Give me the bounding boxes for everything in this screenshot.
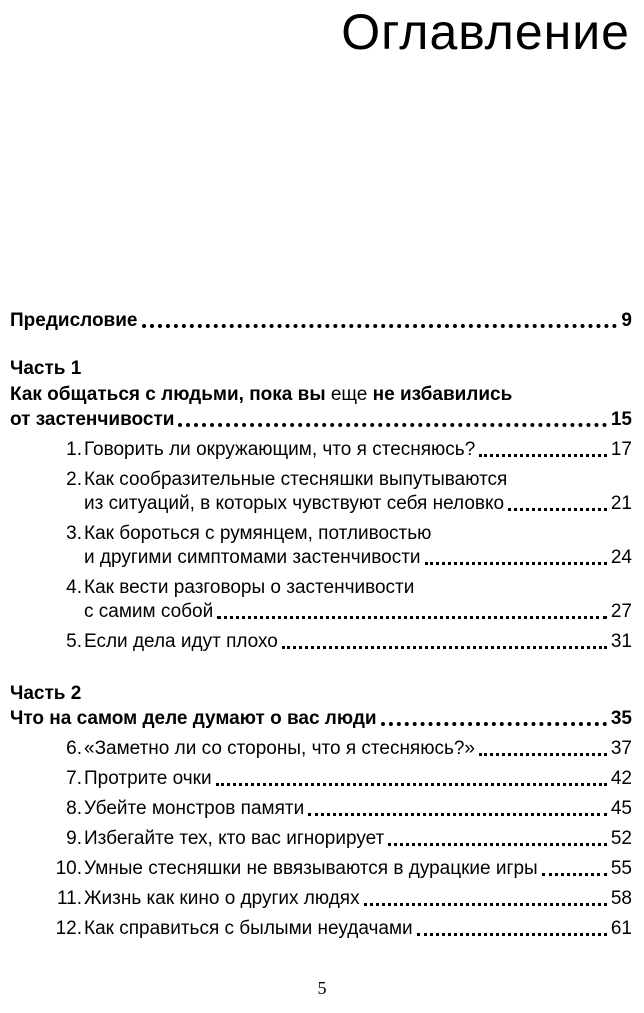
toc-entry-chapter-1[interactable]	[10, 438, 632, 462]
toc-page-number: 31	[610, 631, 632, 652]
toc-page-number: 55	[610, 858, 632, 879]
toc-entry-label: Как справиться с былыми неудачами	[84, 918, 413, 939]
toc-page-number: 52	[610, 828, 632, 849]
leader-dots	[479, 453, 607, 457]
toc-entry-label: Умные стесняшки не ввязываются в дурацкие игры	[84, 858, 538, 879]
leader-dots	[417, 932, 607, 936]
toc-page-number: 15	[610, 409, 632, 430]
toc-page-number: 27	[610, 601, 632, 622]
toc-entry-label: Предисловие	[10, 310, 138, 331]
toc-page-number: 37	[610, 738, 632, 759]
leader-dots	[508, 507, 607, 511]
page-folio: 5	[317, 978, 327, 998]
toc-entry-chapter-3-line2[interactable]	[10, 546, 632, 570]
page-title: Оглавление	[341, 4, 630, 60]
toc-entry-label: Избегайте тех, кто вас игнорирует	[84, 828, 385, 849]
toc-page-number: 45	[610, 798, 632, 819]
toc-entry-chapter-6[interactable]	[10, 737, 632, 761]
toc-page-number: 61	[610, 918, 632, 939]
part1-title-light: еще	[325, 384, 373, 405]
toc-entry-chapter-5[interactable]	[10, 630, 632, 654]
leader-dots	[364, 902, 607, 906]
toc-entry-chapter-10[interactable]	[10, 857, 632, 881]
toc-entry-label: Что на самом деле думают о вас люди	[10, 708, 377, 729]
toc-page-number: 21	[610, 493, 632, 514]
leader-dots	[216, 782, 607, 786]
toc-page-number: 35	[610, 708, 632, 729]
part1-label: Часть 1	[10, 358, 82, 379]
toc-entry-label: Говорить ли окружающим, что я стесняюсь?	[84, 439, 476, 460]
toc-entry-label: Протрите очки	[84, 768, 212, 789]
toc-entry-label: Как вести разговоры о застенчивости	[84, 577, 415, 598]
chapter-number: 12.	[55, 918, 82, 939]
toc-entry-chapter-8[interactable]	[10, 797, 632, 821]
leader-dots	[282, 645, 607, 649]
leader-dots	[388, 842, 607, 846]
part2-label: Часть 2	[10, 683, 82, 704]
leader-dots	[178, 422, 606, 427]
toc-entry-chapter-2-line2[interactable]	[10, 492, 632, 516]
toc-entry-chapter-2-line1[interactable]	[10, 468, 632, 492]
toc-entry-chapter-7[interactable]	[10, 767, 632, 791]
toc-entry-chapter-11[interactable]	[10, 887, 632, 911]
leader-dots	[308, 812, 607, 816]
toc-entry-preface[interactable]	[10, 309, 632, 333]
leader-dots	[479, 752, 607, 756]
chapter-number: 1.	[66, 439, 82, 460]
toc-entry-label: из ситуаций, в которых чувствуют себя неловко	[84, 493, 505, 514]
part1-title-line1	[10, 383, 512, 407]
leader-dots	[142, 323, 618, 328]
chapter-number: 8.	[66, 798, 82, 819]
toc-page-number: 24	[610, 547, 632, 568]
toc-entry-label: Если дела идут плохо	[84, 631, 278, 652]
toc-page-number: 17	[610, 439, 632, 460]
chapter-number: 9.	[66, 828, 82, 849]
chapter-number: 6.	[66, 738, 82, 759]
chapter-number: 2.	[66, 469, 82, 490]
toc-entry-chapter-4-line2[interactable]	[10, 600, 632, 624]
toc-entry-label: Как бороться с румянцем, потливостью	[84, 523, 432, 544]
leader-dots	[542, 872, 607, 876]
toc-entry-label: от застенчивости	[10, 409, 175, 430]
toc-entry-chapter-9[interactable]	[10, 827, 632, 851]
leader-dots	[381, 721, 607, 726]
chapter-number: 5.	[66, 631, 82, 652]
toc-entry-part1[interactable]	[10, 408, 632, 432]
part1-title-bold-b: не избавились	[372, 384, 513, 405]
chapter-number: 7.	[66, 768, 82, 789]
toc-page-number: 42	[610, 768, 632, 789]
chapter-number: 4.	[66, 577, 82, 598]
chapter-number: 10.	[55, 858, 82, 879]
toc-entry-chapter-3-line1[interactable]	[10, 522, 632, 546]
toc-page-number: 9	[621, 310, 632, 331]
toc-entry-label: Жизнь как кино о других людях	[84, 888, 360, 909]
toc-entry-chapter-4-line1[interactable]	[10, 576, 632, 600]
toc-entry-chapter-12[interactable]	[10, 917, 632, 941]
leader-dots	[425, 561, 607, 565]
toc-page-number: 58	[610, 888, 632, 909]
chapter-number: 11.	[56, 888, 82, 909]
toc-entry-label: Убейте монстров памяти	[84, 798, 305, 819]
toc-entry-label: Как сообразительные стесняшки выпутываются	[84, 469, 508, 490]
toc-entry-part2[interactable]	[10, 707, 632, 731]
toc-entry-label: с самим собой	[84, 601, 214, 622]
toc-entry-label: «Заметно ли со стороны, что я стесняюсь?»	[84, 738, 476, 759]
part1-title-bold-a: Как общаться с людьми, пока вы	[10, 384, 326, 405]
chapter-number: 3.	[66, 523, 82, 544]
leader-dots	[217, 615, 607, 619]
toc-entry-label: и другими симптомами застенчивости	[84, 547, 421, 568]
